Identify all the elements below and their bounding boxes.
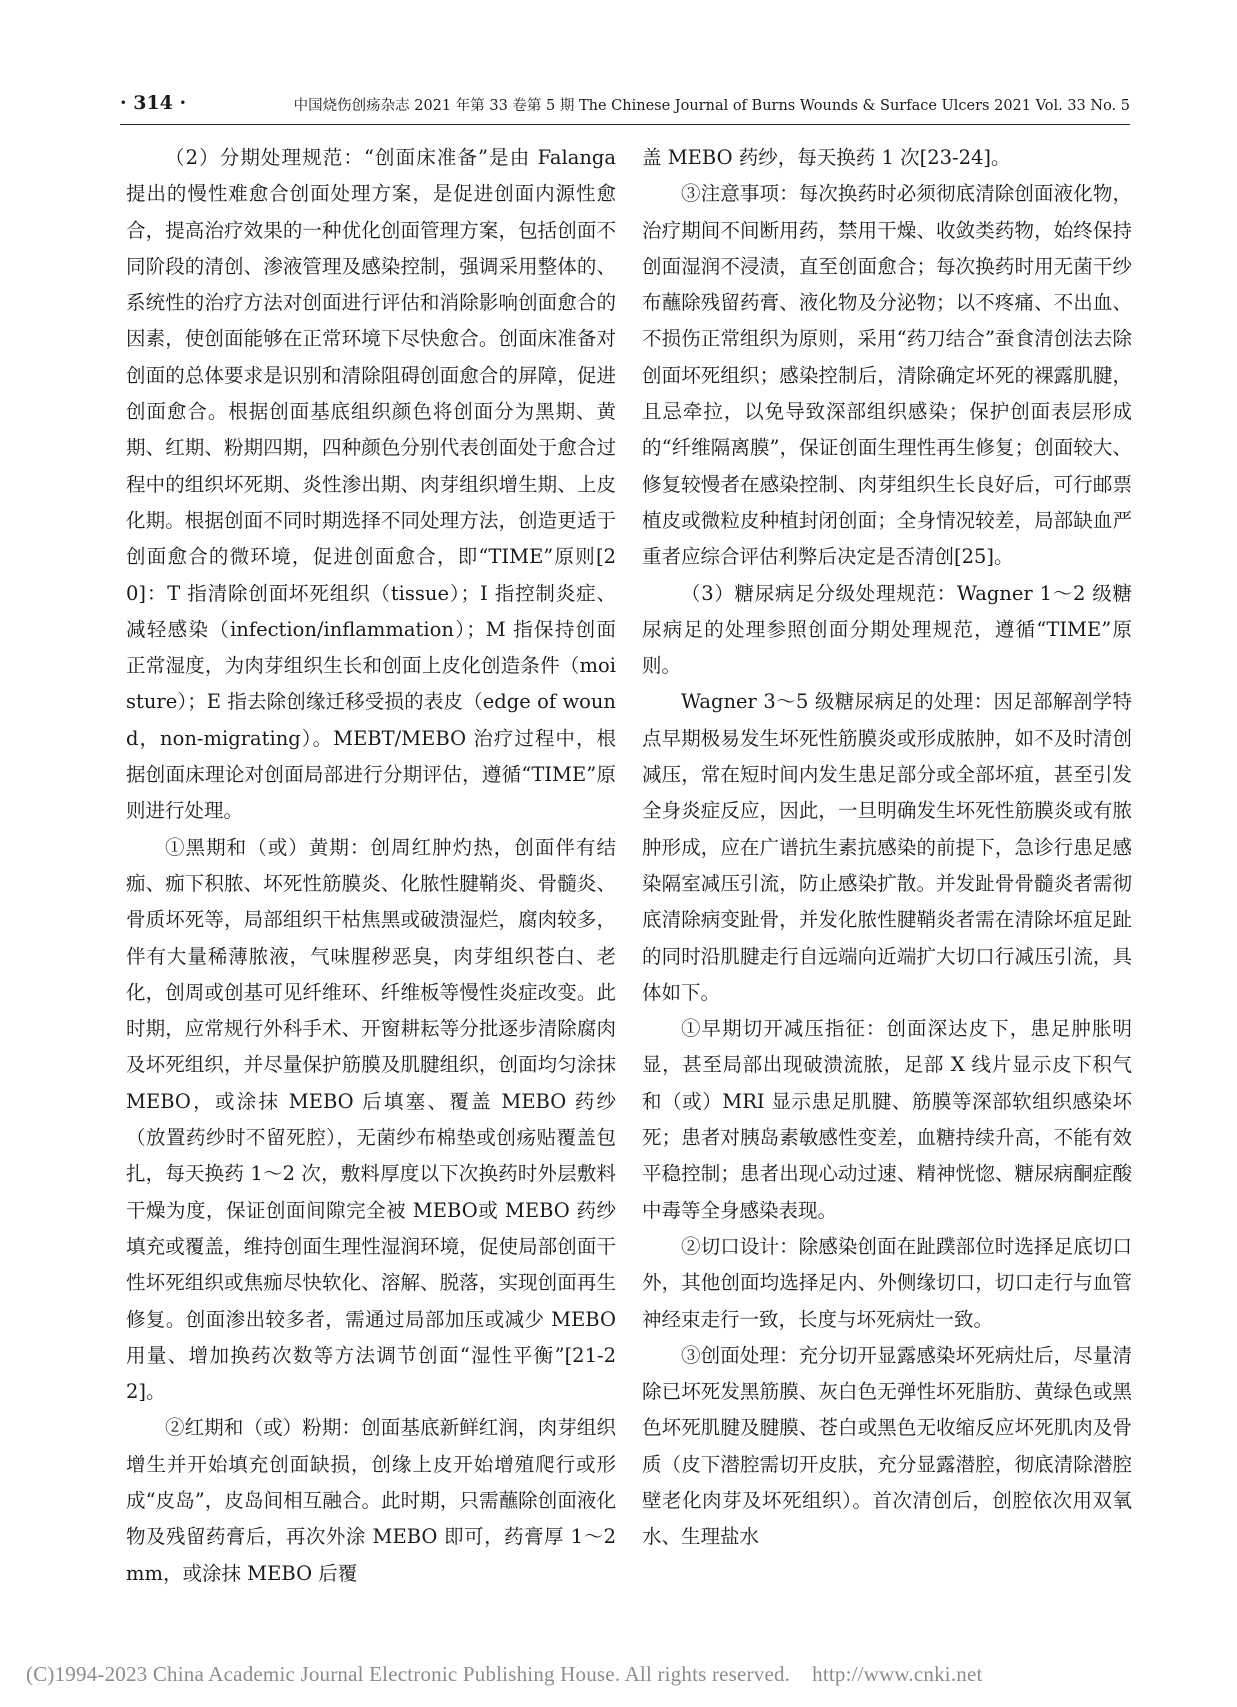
paragraph: ②红期和（或）粉期：创面基底新鲜红润，肉芽组织增生并开始填充创面缺损，创缘上皮开始增殖爬行或形成“皮岛”，皮岛间相互融合。此时期，只需蘸除创面液化物及残留药膏后，再次外涂 MEBO 即可，药膏厚 1～2 mm，或涂抹 MEBO 后覆 <box>126 1416 616 1585</box>
paragraph: （3）糖尿病足分级处理规范：Wagner 1～2 级糖尿病足的处理参照创面分期处理规范，遵循“TIME”原则。 <box>642 581 1132 678</box>
page-footer <box>26 1662 1211 1687</box>
page-header <box>120 92 1130 122</box>
copyright-notice: (C)1994-2023 China Academic Journal Electronic Publishing House. All rights reserved. <box>26 1662 791 1686</box>
header-rule <box>120 124 1130 125</box>
page-number: · 314 · <box>120 92 187 114</box>
paragraph: ②切口设计：除感染创面在趾蹼部位时选择足底切口外，其他创面均选择足内、外侧缘切口，切口走行与血管神经束走行一致，长度与坏死病灶一致。 <box>642 1234 1132 1331</box>
paragraph: ①黑期和（或）黄期：创周红肿灼热，创面伴有结痂、痂下积脓、坏死性筋膜炎、化脓性腱鞘炎、骨髓炎、骨质坏死等，局部组织干枯焦黑或破溃湿烂，腐肉较多，伴有大量稀薄脓液，气味腥秽恶臭，肉芽组织苍白、老化，创周或创基可见纤维环、纤维板等慢性炎症改变。此时期，应常规行外科手术、开窗耕耘等分批逐步清除腐肉及坏死组织，并尽量保护筋膜及肌腱组织，创面均匀涂抹 MEBO，或涂抹 MEBO 后填塞、覆盖 MEBO 药纱（放置药纱时不留死腔），无菌纱布棉垫或创疡贴覆盖包扎，每天换药 1～2 次，敷料厚度以下次换药时外层敷料干燥为度，保证创面间隙完全被 MEBO或 MEBO 药纱填充或覆盖，维持创面生理性湿润环境，促使局部创面干性坏死组织或焦痂尽快软化、溶解、脱落，实现创面再生修复。创面渗出较多者，需通过局部加压或减少 MEBO 用量、增加换药次数等方法调节创面“湿性平衡”[21-22]。 <box>126 835 616 1404</box>
paragraph: ③创面处理：充分切开显露感染坏死病灶后，尽量清除已坏死发黑筋膜、灰白色无弹性坏死脂肪、黄绿色或黑色坏死肌腱及腱膜、苍白或黑色无收缩反应坏死肌肉及骨质（皮下潜腔需切开皮肤，充分显露潜腔，彻底清除潜腔壁老化肉芽及坏死组织）。首次清创后，创腔依次用双氧水、生理盐水 <box>642 1343 1132 1549</box>
paragraph: Wagner 3～5 级糖尿病足的处理：因足部解剖学特点早期极易发生坏死性筋膜炎或形成脓肿，如不及时清创减压，常在短时间内发生患足部分或全部坏疽，甚至引发全身炎症反应，因此，一旦明确发生坏死性筋膜炎或有脓肿形成，应在广谱抗生素抗感染的前提下，急诊行患足感染隔室减压引流，防止感染扩散。并发趾骨骨髓炎者需彻底清除病变趾骨，并发化脓性腱鞘炎者需在清除坏疽足趾的同时沿肌腱走行自远端向近端扩大切口行减压引流，具体如下。 <box>642 690 1132 1004</box>
right-column <box>642 140 1132 1556</box>
paragraph: ①早期切开减压指征：创面深达皮下，患足肿胀明显，甚至局部出现破溃流脓，足部 X 线片显示皮下积气和（或）MRI 显示患足肌腱、筋膜等深部软组织感染坏死；患者对胰岛素敏感性变差，血糖持续升高，不能有效平稳控制；患者出现心动过速、精神恍惚、糖尿病酮症酸中毒等全身感染表现。 <box>642 1017 1132 1222</box>
paragraph: ③注意事项：每次换药时必须彻底清除创面液化物，治疗期间不间断用药，禁用干燥、收敛类药物，始终保持创面湿润不浸渍，直至创面愈合；每次换药时用无菌干纱布蘸除残留药膏、液化物及分泌物；以不疼痛、不出血、不损伤正常组织为原则，采用“药刀结合”蚕食清创法去除创面坏死组织；感染控制后，清除确定坏死的裸露肌腱，且忌牵拉，以免导致深部组织感染；保护创面表层形成的“纤维隔离膜”，保证创面生理性再生修复；创面较大、修复较慢者在感染控制、肉芽组织生长良好后，可行邮票植皮或微粒皮种植封闭创面；全身情况较差，局部缺血严重者应综合评估利弊后决定是否清创[25]。 <box>642 182 1132 569</box>
running-head: 中国烧伤创疡杂志 2021 年第 33 卷第 5 期 The Chinese Journal of Burns Wounds & Surface Ulcers 2021 Vol. 33 No. 5 <box>293 98 1130 114</box>
paragraph: （2）分期处理规范：“创面床准备”是由 Falanga 提出的慢性难愈合创面处理方案，是促进创面内源性愈合，提高治疗效果的一种优化创面管理方案，包括创面不同阶段的清创、渗液管理及感染控制，强调采用整体的、系统性的治疗方法对创面进行评估和消除影响创面愈合的因素，使创面能够在正常环境下尽快愈合。创面床准备对创面的总体要求是识别和清除阻碍创面愈合的屏障，促进创面愈合。根据创面基底组织颜色将创面分为黑期、黄期、红期、粉期四期，四种颜色分别代表创面处于愈合过程中的组织坏死期、炎性渗出期、肉芽组织增生期、上皮化期。根据创面不同时期选择不同处理方法，创造更适于创面愈合的微环境，促进创面愈合，即“TIME”原则[20]：T 指清除创面坏死组织（tissue）；I 指控制炎症、减轻感染（infection/inflammation）；M 指保持创面正常湿度，为肉芽组织生长和创面上皮化创造条件（moisture）；E 指去除创缘迁移受损的表皮（edge of wound，non-migrating）。MEBT/MEBO 治疗过程中，根据创面床理论对创面局部进行分期评估，遵循“TIME”原则进行处理。 <box>126 146 616 823</box>
paragraph-continued: 盖 MEBO 药纱，每天换药 1 次[23-24]。 <box>642 146 1011 169</box>
left-column <box>126 140 616 1592</box>
footer-url: http://www.cnki.net <box>812 1662 983 1686</box>
